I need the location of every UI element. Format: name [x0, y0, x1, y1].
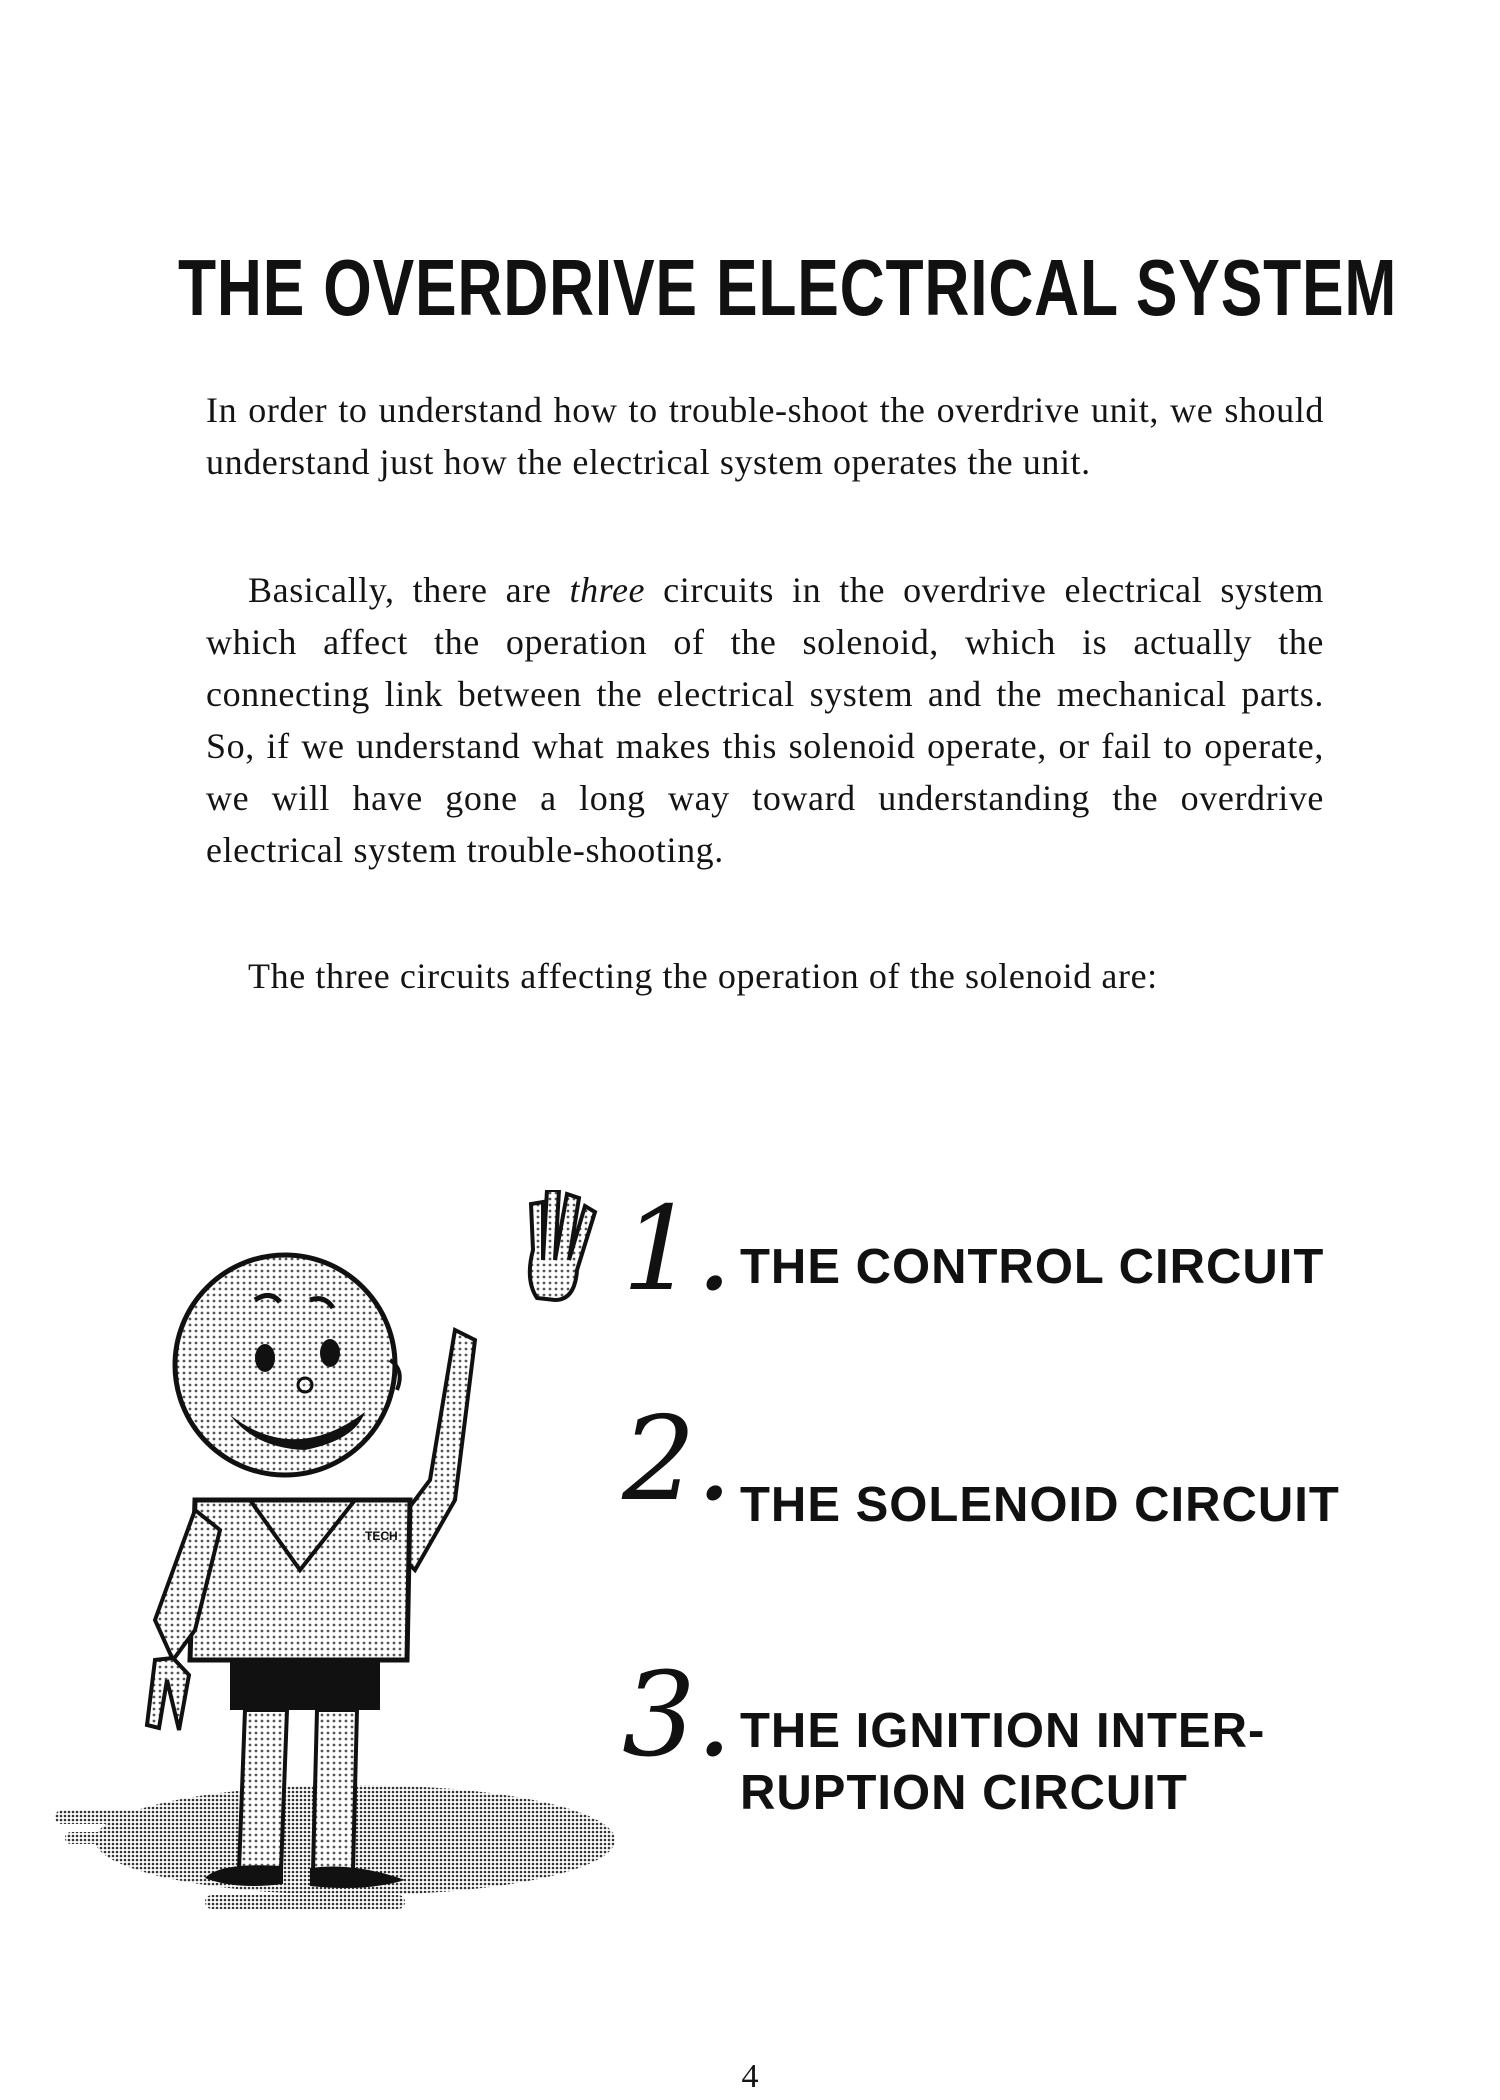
page-title: THE OVERDRIVE ELECTRICAL SYSTEM: [178, 243, 1398, 332]
shirt-lettering: TECH: [365, 1529, 398, 1543]
circuit-number-3: 3.: [622, 1648, 733, 1783]
circuit-number-1: 1.: [622, 1182, 733, 1317]
list-intro-paragraph: The three circuits affecting the operation of the solenoid are:: [248, 956, 1158, 996]
paragraph-text-end: circuits in the overdrive electrical system which affect the operation of the solenoid, which is actually the connecting link between the electrical system and the mechanical parts. So, if we understand what makes this solenoid operate, or fail to operate, we will have gone a long way toward understanding the overdrive electrical system trouble-shooting.: [206, 570, 1325, 870]
circuit-number-2: 2.: [622, 1392, 733, 1527]
emphasis-three: three: [569, 570, 646, 610]
circuit-label-line-2: RUPTION CIRCUIT: [740, 1766, 1188, 1820]
page-number: 4: [741, 2058, 759, 2095]
circuit-item-3: [740, 1700, 1265, 1824]
waving-cartoon-man-illustration: [55, 1190, 625, 1945]
circuit-item-1: [740, 1236, 1324, 1298]
circuits-paragraph: [206, 564, 1324, 876]
circuit-label-line-1: THE IGNITION INTER-: [740, 1704, 1266, 1758]
circuit-item-2: [740, 1474, 1340, 1536]
paragraph-text-start: Basically, there are: [248, 570, 570, 610]
intro-paragraph: In order to understand how to trouble-shoot the overdrive unit, we should understand just how the electrical system operates the unit.: [206, 390, 1324, 482]
circuit-label: THE CONTROL CIRCUIT: [740, 1240, 1325, 1294]
circuit-label: THE SOLENOID CIRCUIT: [740, 1478, 1340, 1532]
